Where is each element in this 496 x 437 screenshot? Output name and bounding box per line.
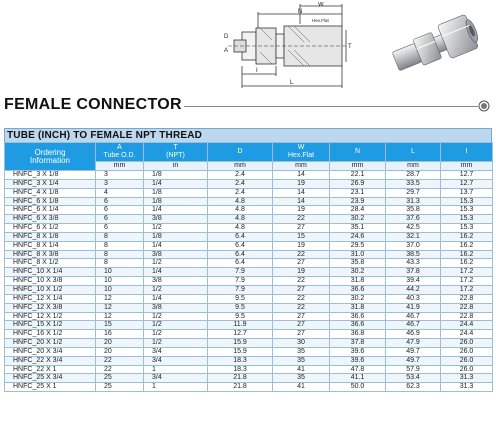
table-cell: 8 [96, 259, 144, 268]
table-cell: 47.9 [386, 339, 441, 348]
part-number-cell: HNFC_6 X 1/4 [5, 206, 96, 215]
table-cell: 36.6 [330, 312, 386, 321]
part-number-cell: HNFC_22 X 3/4 [5, 356, 96, 365]
table-cell: 4 [96, 188, 144, 197]
part-number-cell: HNFC_10 X 1/2 [5, 285, 96, 294]
table-cell: 46.7 [386, 321, 441, 330]
table-row [5, 347, 493, 356]
table-cell: 15.3 [441, 215, 493, 224]
table-cell: 1/8 [144, 171, 208, 180]
table-cell: 29.5 [330, 241, 386, 250]
table-cell: 46.7 [386, 312, 441, 321]
table-cell: 44.2 [386, 285, 441, 294]
table-cell: 15.3 [441, 206, 493, 215]
table-cell: 17.2 [441, 268, 493, 277]
table-cell: 30 [273, 339, 330, 348]
column-header: T (NPT) [144, 143, 208, 162]
table-cell: 37.6 [386, 215, 441, 224]
table-cell: 9.5 [208, 294, 273, 303]
table-row [5, 330, 493, 339]
table-cell: 1/8 [144, 232, 208, 241]
table-cell: 10 [96, 285, 144, 294]
divider-end-icon [478, 100, 490, 112]
unit-header: mm [441, 162, 493, 171]
table-cell: 22 [96, 356, 144, 365]
table-cell: 17.2 [441, 285, 493, 294]
table-cell: 37.0 [386, 241, 441, 250]
unit-header: mm [386, 162, 441, 171]
part-number-cell: HNFC_8 X 1/8 [5, 232, 96, 241]
table-cell: 41.9 [386, 303, 441, 312]
table-cell: 6 [96, 224, 144, 233]
table-cell: 37.8 [330, 339, 386, 348]
table-cell: 10 [96, 268, 144, 277]
dim-label-d: D [224, 34, 229, 40]
table-cell: 1/2 [144, 321, 208, 330]
table-cell: 42.5 [386, 224, 441, 233]
table-cell: 31.8 [330, 303, 386, 312]
table-cell: 22.8 [441, 303, 493, 312]
table-row [5, 241, 493, 250]
table-cell: 11.9 [208, 321, 273, 330]
spec-table [4, 142, 493, 392]
table-cell: 10 [96, 277, 144, 286]
table-cell: 14 [273, 188, 330, 197]
table-cell: 24.4 [441, 330, 493, 339]
table-row [5, 179, 493, 188]
table-cell: 12 [96, 294, 144, 303]
table-cell: 26.0 [441, 356, 493, 365]
table-cell: 26.0 [441, 339, 493, 348]
table-cell: 6.4 [208, 241, 273, 250]
part-number-cell: HNFC_8 X 3/8 [5, 250, 96, 259]
table-cell: 28.4 [330, 206, 386, 215]
table-row [5, 250, 493, 259]
table-cell: 16.2 [441, 259, 493, 268]
table-cell: 62.3 [386, 383, 441, 392]
table-row [5, 188, 493, 197]
table-cell: 1/8 [144, 188, 208, 197]
part-number-cell: HNFC_20 X 3/4 [5, 347, 96, 356]
table-cell: 35 [273, 356, 330, 365]
table-row [5, 171, 493, 180]
table-cell: 12 [96, 303, 144, 312]
table-cell: 35.8 [386, 206, 441, 215]
table-cell: 1/2 [144, 285, 208, 294]
table-cell: 1/2 [144, 330, 208, 339]
table-cell: 1/4 [144, 268, 208, 277]
table-cell: 26.0 [441, 365, 493, 374]
dim-label-a: A [224, 48, 229, 54]
table-cell: 31.3 [386, 197, 441, 206]
table-cell: 1/2 [144, 339, 208, 348]
part-number-cell: HNFC_6 X 3/8 [5, 215, 96, 224]
table-cell: 2.4 [208, 171, 273, 180]
table-cell: 1/4 [144, 179, 208, 188]
table-row [5, 312, 493, 321]
table-cell: 18.3 [208, 365, 273, 374]
table-cell: 23.1 [330, 188, 386, 197]
table-row [5, 294, 493, 303]
part-number-cell: HNFC_3 X 1/8 [5, 171, 96, 180]
table-cell: 39.6 [330, 347, 386, 356]
table-cell: 31.3 [441, 383, 493, 392]
column-header: D [208, 143, 273, 162]
table-cell: 39.6 [330, 356, 386, 365]
table-cell: 6 [96, 206, 144, 215]
table-row [5, 197, 493, 206]
table-cell: 15 [96, 321, 144, 330]
table-cell: 1 [144, 365, 208, 374]
table-cell: 27 [273, 224, 330, 233]
table-cell: 1 [144, 383, 208, 392]
table-cell: 1/2 [144, 224, 208, 233]
table-cell: 15.3 [441, 197, 493, 206]
dim-label-w: W [318, 2, 324, 8]
table-cell: 39.4 [386, 277, 441, 286]
table-cell: 3 [96, 171, 144, 180]
table-cell: 12.7 [208, 330, 273, 339]
table-row [5, 285, 493, 294]
table-cell: 27 [273, 285, 330, 294]
table-cell: 35 [273, 374, 330, 383]
table-cell: 49.7 [386, 347, 441, 356]
spec-table-container [4, 128, 492, 392]
table-cell: 9.5 [208, 303, 273, 312]
part-number-cell: HNFC_25 X 1 [5, 383, 96, 392]
table-cell: 4.8 [208, 224, 273, 233]
table-cell: 22 [273, 277, 330, 286]
part-number-cell: HNFC_25 X 3/4 [5, 374, 96, 383]
table-cell: 41 [273, 383, 330, 392]
table-cell: 3/4 [144, 374, 208, 383]
table-cell: 22 [96, 365, 144, 374]
part-number-cell: HNFC_6 X 1/2 [5, 224, 96, 233]
table-cell: 7.9 [208, 285, 273, 294]
part-number-cell: HNFC_8 X 1/2 [5, 259, 96, 268]
dim-label-l: L [290, 80, 294, 86]
table-cell: 1/2 [144, 259, 208, 268]
table-cell: 3/8 [144, 303, 208, 312]
table-cell: 36.6 [330, 321, 386, 330]
table-cell: 1/2 [144, 312, 208, 321]
table-cell: 4.8 [208, 197, 273, 206]
table-cell: 12.7 [441, 179, 493, 188]
table-cell: 4.8 [208, 215, 273, 224]
table-cell: 27 [273, 321, 330, 330]
table-cell: 26.0 [441, 347, 493, 356]
table-cell: 33.5 [386, 179, 441, 188]
table-cell: 29.7 [386, 188, 441, 197]
table-cell: 30.2 [330, 215, 386, 224]
table-cell: 16.2 [441, 241, 493, 250]
title-divider [184, 106, 478, 107]
table-cell: 22 [273, 215, 330, 224]
table-cell: 15.9 [208, 339, 273, 348]
table-cell: 31.0 [330, 250, 386, 259]
table-row [5, 321, 493, 330]
table-cell: 3/8 [144, 277, 208, 286]
table-row [5, 374, 493, 383]
table-cell: 31.3 [441, 374, 493, 383]
table-row [5, 383, 493, 392]
unit-header: mm [330, 162, 386, 171]
table-cell: 1/8 [144, 197, 208, 206]
table-cell: 27 [273, 312, 330, 321]
table-cell: 7.9 [208, 268, 273, 277]
table-cell: 53.4 [386, 374, 441, 383]
table-cell: 22.8 [441, 294, 493, 303]
table-cell: 6 [96, 197, 144, 206]
table-cell: 15.3 [441, 224, 493, 233]
table-cell: 8 [96, 241, 144, 250]
column-header: N [330, 143, 386, 162]
section-heading: TUBE (INCH) TO FEMALE NPT THREAD [4, 128, 492, 142]
table-cell: 24.4 [441, 321, 493, 330]
connector-photo [384, 8, 484, 80]
part-number-cell: HNFC_22 X 1 [5, 365, 96, 374]
table-cell: 31.8 [330, 277, 386, 286]
table-cell: 16.2 [441, 250, 493, 259]
dim-label-i: I [256, 68, 258, 74]
table-cell: 35.1 [330, 224, 386, 233]
table-cell: 15.9 [208, 347, 273, 356]
table-cell: 12.7 [441, 171, 493, 180]
column-header: Ordering Information [5, 143, 96, 171]
table-cell: 3/8 [144, 250, 208, 259]
table-cell: 49.7 [386, 356, 441, 365]
part-number-cell: HNFC_16 X 1/2 [5, 330, 96, 339]
table-cell: 15 [273, 232, 330, 241]
table-cell: 6.4 [208, 232, 273, 241]
part-number-cell: HNFC_12 X 1/2 [5, 312, 96, 321]
table-cell: 20 [96, 347, 144, 356]
table-cell: 22.1 [330, 171, 386, 180]
table-row [5, 232, 493, 241]
table-cell: 6.4 [208, 259, 273, 268]
table-row [5, 365, 493, 374]
table-cell: 25 [96, 383, 144, 392]
table-row [5, 303, 493, 312]
table-cell: 27 [273, 330, 330, 339]
connector-drawing [214, 2, 356, 90]
table-cell: 37.8 [386, 268, 441, 277]
table-row [5, 224, 493, 233]
table-cell: 3/4 [144, 356, 208, 365]
column-header: L [386, 143, 441, 162]
table-cell: 16.2 [441, 232, 493, 241]
unit-header: in [144, 162, 208, 171]
table-cell: 36.6 [330, 285, 386, 294]
part-number-cell: HNFC_20 X 1/2 [5, 339, 96, 348]
table-cell: 4.8 [208, 206, 273, 215]
table-cell: 36.8 [330, 330, 386, 339]
part-number-cell: HNFC_3 X 1/4 [5, 179, 96, 188]
table-cell: 47.8 [330, 365, 386, 374]
part-number-cell: HNFC_12 X 1/4 [5, 294, 96, 303]
column-header: I [441, 143, 493, 162]
table-cell: 1/4 [144, 294, 208, 303]
table-cell: 19 [273, 268, 330, 277]
table-cell: 17.2 [441, 277, 493, 286]
table-row [5, 277, 493, 286]
table-row [5, 356, 493, 365]
table-cell: 20 [96, 339, 144, 348]
table-cell: 6.4 [208, 250, 273, 259]
page-title: FEMALE CONNECTOR [4, 96, 182, 113]
table-cell: 12 [96, 312, 144, 321]
table-row [5, 259, 493, 268]
dim-label-hex-flat: Hex.Flat [312, 18, 329, 23]
unit-header: mm [208, 162, 273, 171]
unit-header: mm [96, 162, 144, 171]
table-cell: 19 [273, 241, 330, 250]
table-cell: 24.6 [330, 232, 386, 241]
part-number-cell: HNFC_10 X 3/8 [5, 277, 96, 286]
table-cell: 25 [96, 374, 144, 383]
table-cell: 35 [273, 347, 330, 356]
table-cell: 19 [273, 179, 330, 188]
table-cell: 8 [96, 232, 144, 241]
table-cell: 14 [273, 171, 330, 180]
part-number-cell: HNFC_6 X 1/8 [5, 197, 96, 206]
table-cell: 14 [273, 197, 330, 206]
part-number-cell: HNFC_10 X 1/4 [5, 268, 96, 277]
part-number-cell: HNFC_8 X 1/4 [5, 241, 96, 250]
table-cell: 21.8 [208, 383, 273, 392]
table-cell: 35.8 [330, 259, 386, 268]
table-cell: 18.3 [208, 356, 273, 365]
table-cell: 1/4 [144, 241, 208, 250]
table-cell: 1/4 [144, 206, 208, 215]
table-cell: 26.9 [330, 179, 386, 188]
table-cell: 27 [273, 259, 330, 268]
table-cell: 22.8 [441, 312, 493, 321]
table-cell: 41 [273, 365, 330, 374]
column-header: A Tube O.D. [96, 143, 144, 162]
table-row [5, 268, 493, 277]
table-cell: 23.9 [330, 197, 386, 206]
table-cell: 22 [273, 294, 330, 303]
table-cell: 46.9 [386, 330, 441, 339]
table-cell: 8 [96, 250, 144, 259]
table-cell: 38.5 [386, 250, 441, 259]
table-row [5, 339, 493, 348]
table-row [5, 215, 493, 224]
table-cell: 3 [96, 179, 144, 188]
table-cell: 43.3 [386, 259, 441, 268]
table-cell: 22 [273, 250, 330, 259]
column-header: W Hex.Flat [273, 143, 330, 162]
table-cell: 50.0 [330, 383, 386, 392]
table-cell: 40.3 [386, 294, 441, 303]
part-number-cell: HNFC_4 X 1/8 [5, 188, 96, 197]
table-cell: 32.1 [386, 232, 441, 241]
table-cell: 22 [273, 303, 330, 312]
table-cell: 16 [96, 330, 144, 339]
table-cell: 9.5 [208, 312, 273, 321]
table-cell: 2.4 [208, 188, 273, 197]
part-number-cell: HNFC_15 X 1/2 [5, 321, 96, 330]
table-cell: 41.1 [330, 374, 386, 383]
table-cell: 21.8 [208, 374, 273, 383]
table-cell: 2.4 [208, 179, 273, 188]
table-cell: 6 [96, 215, 144, 224]
table-cell: 57.9 [386, 365, 441, 374]
table-cell: 19 [273, 206, 330, 215]
table-row [5, 206, 493, 215]
dim-label-n: N [298, 9, 303, 15]
table-cell: 30.2 [330, 294, 386, 303]
table-cell: 13.7 [441, 188, 493, 197]
table-cell: 3/8 [144, 215, 208, 224]
dim-label-t: T [348, 44, 352, 50]
table-cell: 30.2 [330, 268, 386, 277]
table-cell: 3/4 [144, 347, 208, 356]
table-cell: 28.7 [386, 171, 441, 180]
table-cell: 7.9 [208, 277, 273, 286]
unit-header: mm [273, 162, 330, 171]
part-number-cell: HNFC_12 X 3/8 [5, 303, 96, 312]
